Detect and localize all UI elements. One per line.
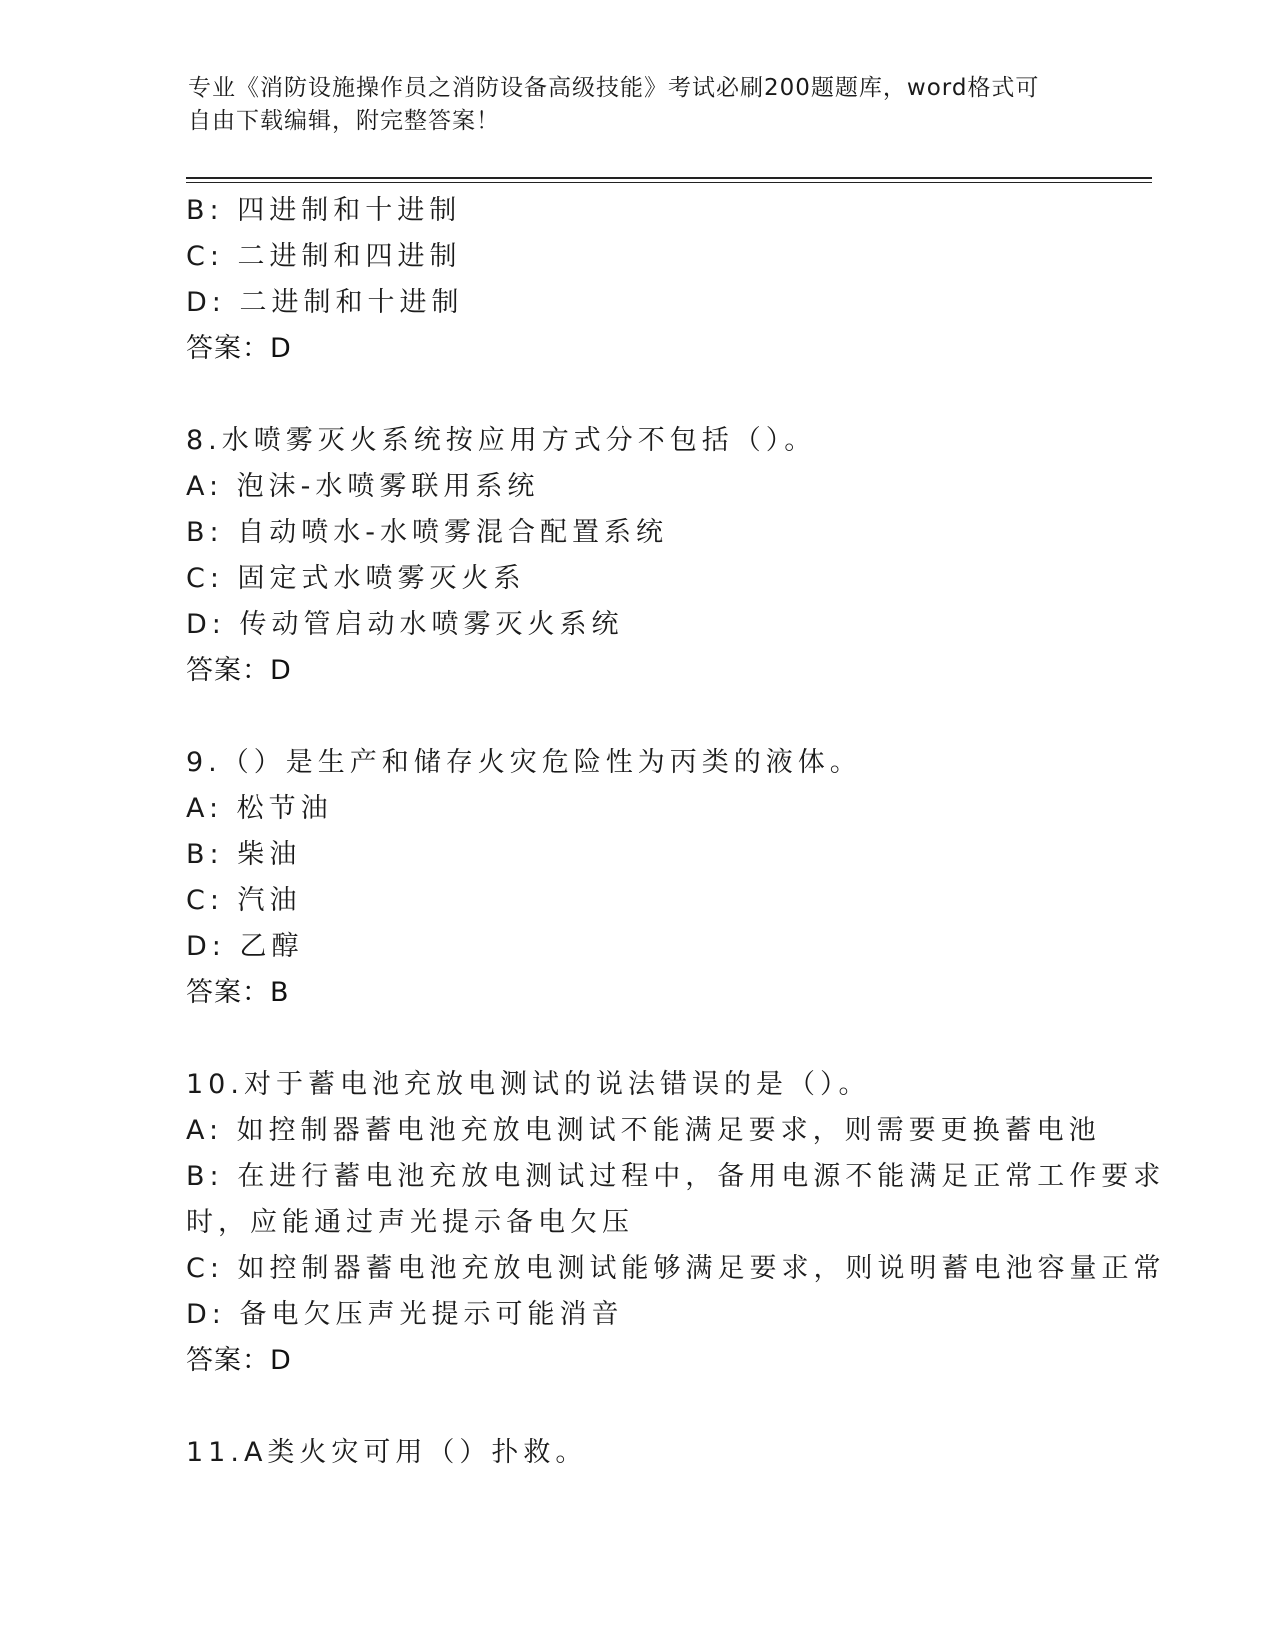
- option-b: B: 自动喷水-水喷雾混合配置系统: [186, 517, 668, 548]
- question-stem: 9.（）是生产和储存火灾危险性为丙类的液体。: [186, 747, 862, 778]
- answer: 答案：D: [186, 1345, 292, 1376]
- answer: 答案：D: [186, 655, 292, 686]
- option-c: C: 固定式水喷雾灭火系: [186, 563, 526, 594]
- option-b: B: 四进制和十进制: [186, 195, 462, 226]
- option-c: C: 如控制器蓄电池充放电测试能够满足要求，则说明蓄电池容量正常: [186, 1253, 1166, 1284]
- question-list: [186, 188, 1166, 1476]
- option-d: D: 二进制和十进制: [186, 287, 464, 318]
- answer: 答案：B: [186, 977, 290, 1008]
- question-stem: 10.对于蓄电池充放电测试的说法错误的是（）。: [186, 1069, 871, 1100]
- option-d: D: 传动管启动水喷雾灭火系统: [186, 609, 624, 640]
- option-d: D: 备电欠压声光提示可能消音: [186, 1299, 624, 1330]
- question-11: [186, 1430, 1086, 1476]
- option-c: C: 二进制和四进制: [186, 241, 462, 272]
- question-9: [186, 740, 1086, 1016]
- option-a: A: 如控制器蓄电池充放电测试不能满足要求，则需要更换蓄电池: [186, 1115, 1101, 1146]
- option-b-line-2: 时，应能通过声光提示备电欠压: [186, 1207, 634, 1238]
- question-10: [186, 1062, 1166, 1384]
- option-c: C: 汽油: [186, 885, 302, 916]
- option-b: B: 柴油: [186, 839, 302, 870]
- option-a: A: 松节油: [186, 793, 333, 824]
- header-divider-thick: [186, 177, 1152, 179]
- document-header: [188, 72, 1088, 138]
- question-stem: 11.A类火灾可用（）扑救。: [186, 1437, 588, 1468]
- answer: 答案：D: [186, 333, 292, 364]
- question-7-tail: [186, 188, 1086, 372]
- question-stem: 8.水喷雾灭火系统按应用方式分不包括（）。: [186, 425, 817, 456]
- option-a: A: 泡沫-水喷雾联用系统: [186, 471, 540, 502]
- option-d: D: 乙醇: [186, 931, 304, 962]
- header-line-2: 自由下载编辑，附完整答案！: [188, 108, 500, 134]
- header-line-1: 专业《消防设施操作员之消防设备高级技能》考试必刷200题题库，word格式可: [188, 75, 1040, 101]
- option-b-line-1: B: 在进行蓄电池充放电测试过程中，备用电源不能满足正常工作要求: [186, 1161, 1166, 1192]
- header-divider-thin: [186, 182, 1152, 183]
- question-8: [186, 418, 1086, 694]
